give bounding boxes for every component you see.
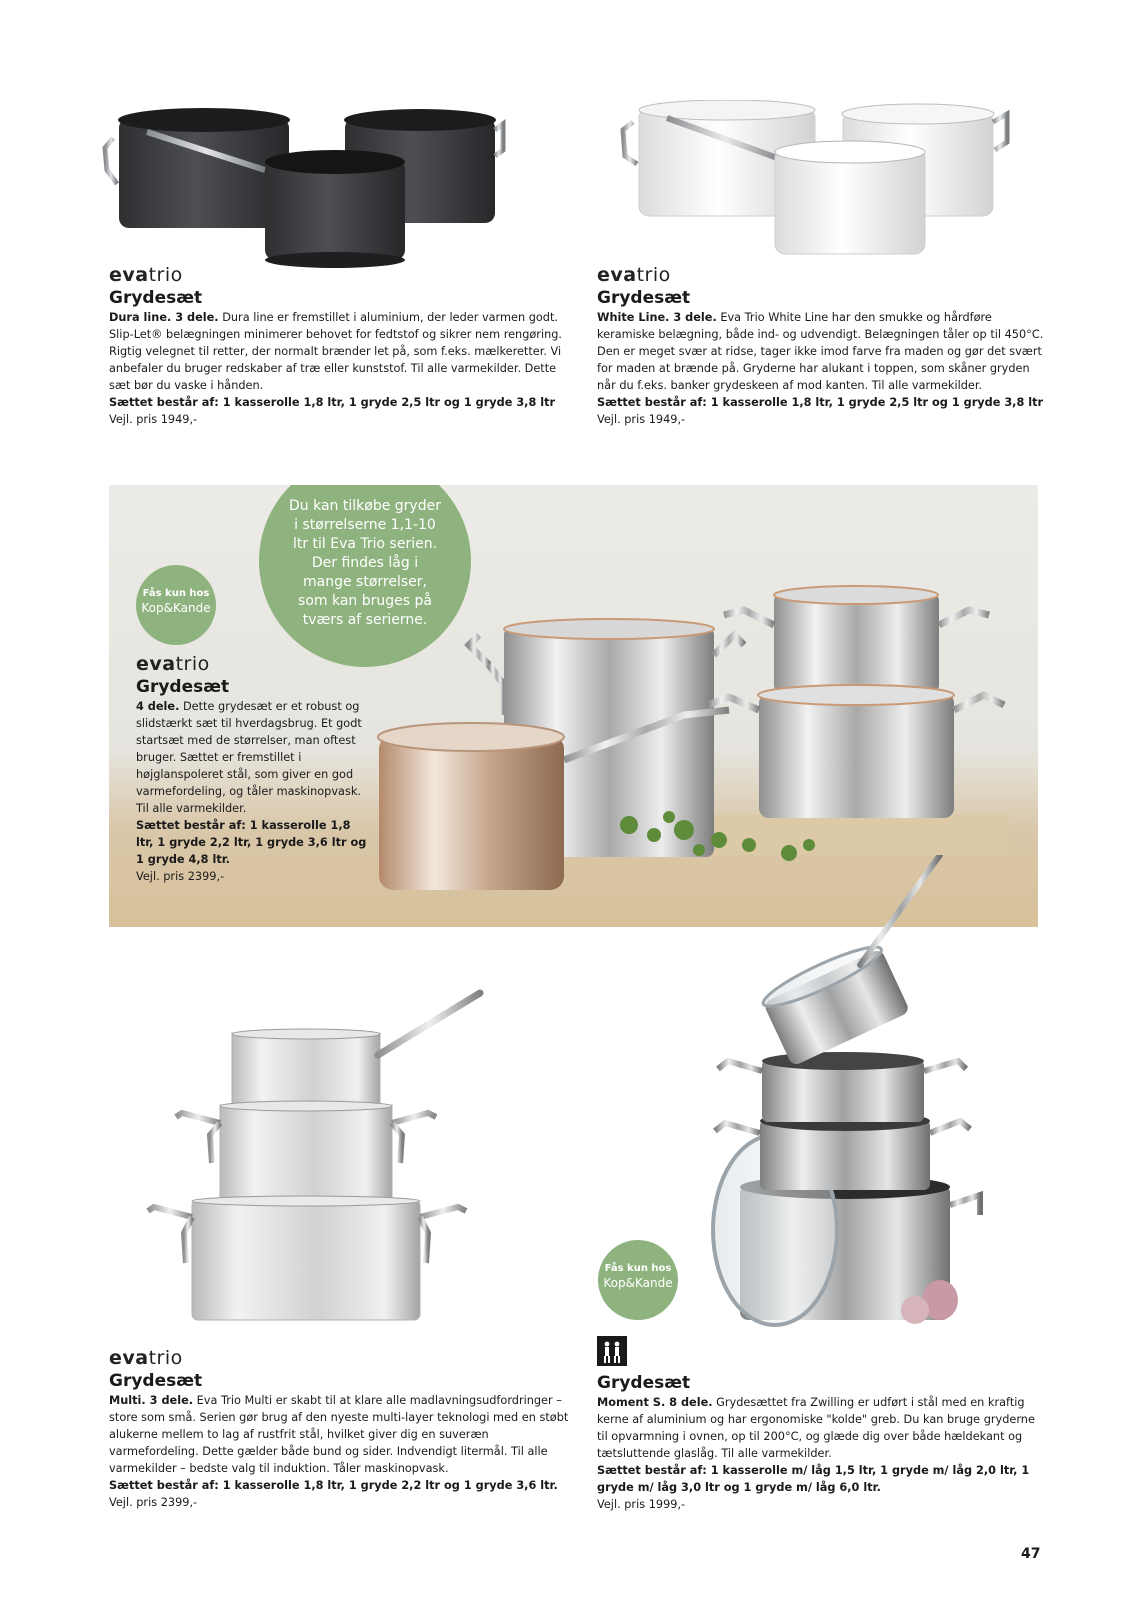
badge-line2: Kop&Kande xyxy=(603,1276,673,1290)
product-price: Vejl. pris 1949,- xyxy=(597,413,686,426)
product-title: Grydesæt xyxy=(109,288,203,308)
product-text: Eva Trio Multi er skabt til at klare alle madlavningsudfordringer – store som små. Serien gør brug af den nyeste multi-layer teknologi med en støbt alukerne mellem to lag af rustfrit stål, hvilket giver dig en suveræn varmefordeling. Dette gælder både bund og sider. Indvendigt litermål. Til alle varmekilder – bedste valg til induktion. Tåler maskinopvask. xyxy=(109,1394,569,1475)
product-text: Dura line er fremstillet i aluminium, der leder varmen godt. Slip-Let® belægningen minimerer behovet for fedtstof og sikrer nem rengøring. Rigtig velegnet til retter, der normalt brænder let på, som f.eks. mælkeretter. Vi anbefaler du bruger redskaber af træ eller kunststof. Til alle varmekilder. Dette sæt bør du vaske i hånden. xyxy=(109,311,563,392)
product-description xyxy=(136,698,371,885)
badge-line1: Fås kun hos xyxy=(604,1263,672,1274)
product-description xyxy=(597,309,1047,428)
zwilling-twins-icon xyxy=(597,1336,627,1366)
product-image-dura-line xyxy=(95,100,525,270)
product-lead: Dura line. 3 dele. xyxy=(109,311,219,324)
product-contents: Sættet består af: 1 kasserolle 1,8 ltr, 1 gryde 2,2 ltr og 1 gryde 3,6 ltr. xyxy=(109,1479,558,1492)
product-description xyxy=(109,1392,569,1511)
product-price: Vejl. pris 1999,- xyxy=(597,1498,686,1511)
product-text: Dette grydesæt er et robust og slidstærkt sæt til hverdagsbrug. Et godt startsæt med de størrelser, man oftest bruger. Sættet er fremstillet i højglanspoleret stål, som giver en god varmefordeling, og tåler maskinopvask. Til alle varmekilder. xyxy=(136,700,362,815)
product-image-white-line xyxy=(615,100,1035,270)
brand-logo-evatrio: evatrio xyxy=(109,264,183,286)
product-title: Grydesæt xyxy=(597,288,691,308)
brand-logo-evatrio: evatrio xyxy=(109,1347,183,1369)
product-image-multi xyxy=(140,985,520,1330)
product-title: Grydesæt xyxy=(136,677,230,697)
product-contents: Sættet består af: 1 kasserolle 1,8 ltr, 1 gryde 2,5 ltr og 1 gryde 3,8 ltr xyxy=(109,396,556,409)
exclusive-badge xyxy=(598,1240,678,1320)
zwilling-logo xyxy=(597,1336,627,1366)
brand-logo-evatrio: evatrio xyxy=(136,653,210,675)
product-contents: Sættet består af: 1 kasserolle 1,8 ltr, 1 gryde 2,2 ltr, 1 gryde 3,6 ltr og 1 gryde 4,8 ltr. xyxy=(136,819,367,866)
product-block-4-dele xyxy=(136,653,371,885)
product-lead: White Line. 3 dele. xyxy=(597,311,717,324)
product-price: Vejl. pris 2399,- xyxy=(109,1496,198,1509)
product-price: Vejl. pris 1949,- xyxy=(109,413,198,426)
brand-logo-evatrio: evatrio xyxy=(597,264,671,286)
product-title: Grydesæt xyxy=(597,1373,691,1393)
badge-line2: Kop&Kande xyxy=(141,601,211,615)
product-description xyxy=(597,1394,1047,1513)
product-text: Eva Trio White Line har den smukke og hårdføre keramiske belægning, både ind- og udvendigt. Belægningen tåler op til 450°C. Den er meget svær at ridse, tager ikke imod farve fra maden og gør det svært for maden at brænde på. Gryderne har alukant i toppen, som skåner gryden når du f.eks. banker grydeskeen af mod kanten. Til alle varmekilder. xyxy=(597,311,1044,392)
product-contents: Sættet består af: 1 kasserolle m/ låg 1,5 ltr, 1 gryde m/ låg 2,0 ltr, 1 gryde m/ låg 3,0 ltr og 1 gryde m/ låg 6,0 ltr. xyxy=(597,1464,1030,1494)
badge-line1: Fås kun hos xyxy=(142,588,210,599)
page-number: 47 xyxy=(1021,1546,1041,1562)
exclusive-badge xyxy=(136,565,216,645)
product-lead: Multi. 3 dele. xyxy=(109,1394,194,1407)
product-block-multi xyxy=(109,1347,569,1511)
product-description xyxy=(109,309,569,428)
product-block-moment-s xyxy=(597,1336,1047,1513)
product-contents: Sættet består af: 1 kasserolle 1,8 ltr, 1 gryde 2,5 ltr og 1 gryde 3,8 ltr xyxy=(597,396,1044,409)
product-title: Grydesæt xyxy=(109,1371,203,1391)
product-lead: 4 dele. xyxy=(136,700,180,713)
product-block-white-line xyxy=(597,264,1047,428)
product-block-dura-line xyxy=(109,264,569,428)
product-text: Grydesættet fra Zwilling er udført i stål med en kraftig kerne af aluminium og har ergonomiske "kolde" greb. Du kan bruge gryderne til opvarmning i ovnen, op til 200°C, og glæde dig over både hældekant og tætsluttende glaslåg. Til alle varmekilder. xyxy=(597,1396,1035,1460)
product-image-moment-s xyxy=(700,855,1000,1355)
info-bubble-text: Du kan tilkøbe gryder i størrelserne 1,1-10 ltr til Eva Trio serien. Der findes låg i mange størrelser, som kan bruges på tværs af serierne. xyxy=(289,498,441,628)
product-lead: Moment S. 8 dele. xyxy=(597,1396,713,1409)
product-price: Vejl. pris 2399,- xyxy=(136,870,225,883)
